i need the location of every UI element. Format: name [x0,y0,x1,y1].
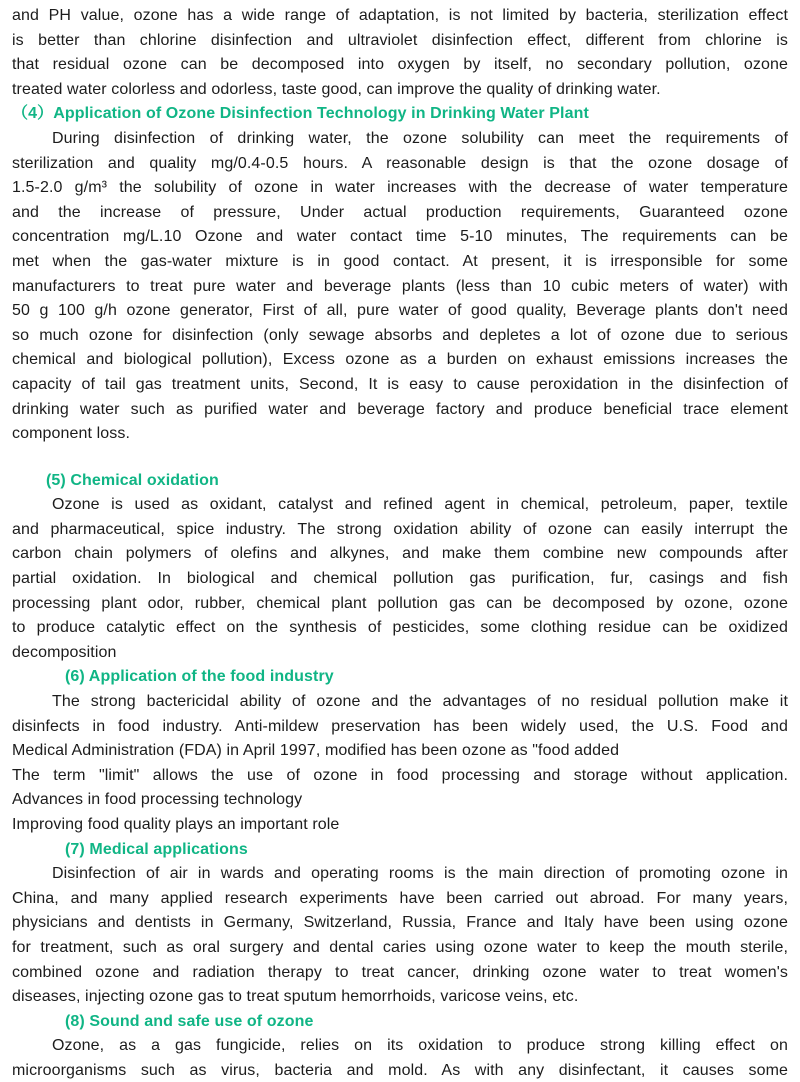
section-heading: （4）Application of Ozone Disinfection Technology in Drinking Water Plant [12,105,589,123]
paragraph-line: and pharmaceutical, spice industry. The strong oxidation ability of ozone can easily interrupt the [12,520,788,538]
paragraph-line: that residual ozone can be decomposed into oxygen by itself, no secondary pollution, ozone [12,56,788,74]
paragraph-line: met when the gas-water mixture is in good contact. At present, it is irresponsible for some [12,252,788,270]
paragraph-line: treated water colorless and odorless, taste good, can improve the quality of drinking water. [12,80,661,98]
section-heading: (8) Sound and safe use of ozone [65,1012,314,1030]
paragraph-line: concentration mg/L.10 Ozone and water contact time 5-10 minutes, The requirements can be [12,228,788,246]
paragraph-line: for treatment, such as oral surgery and dental caries using ozone water to keep the mouth sterile, [12,938,788,956]
section-heading: (7) Medical applications [65,840,248,858]
paragraph [12,690,788,838]
paragraph-line: sterilization and quality mg/0.4-0.5 hours. A reasonable design is that the ozone dosage of [12,154,788,172]
paragraph-line: The term "limit" allows the use of ozone in food processing and storage without application. [12,766,788,784]
paragraph-line: microorganisms such as virus, bacteria and mold. As with any disinfectant, it causes some [12,1061,788,1079]
paragraph-line: combined ozone and radiation therapy to treat cancer, drinking ozone water to treat women's [12,963,788,981]
paragraph-line: Ozone is used as oxidant, catalyst and refined agent in chemical, petroleum, paper, textile [52,496,788,514]
paragraph-line: and the increase of pressure, Under actual production requirements, Guaranteed ozone [12,203,788,221]
paragraph-line: and PH value, ozone has a wide range of adaptation, is not limited by bacteria, sterilization effect [12,7,788,24]
paragraph-line: China, and many applied research experiments have been carried out abroad. For many years, [12,889,788,907]
paragraph [12,4,788,102]
paragraph-line: drinking water such as purified water and beverage factory and produce beneficial trace element [12,400,788,418]
paragraph-line: decomposition [12,643,117,661]
paragraph-line: Advances in food processing technology [12,791,303,809]
paragraph [12,1034,788,1082]
paragraph-line: Ozone, as a gas fungicide, relies on its oxidation to produce strong killing effect on [52,1037,788,1055]
paragraph-line: is better than chlorine disinfection and ultraviolet disinfection effect, different from chlorine is [12,31,788,49]
paragraph [12,862,788,1010]
paragraph-line: chemical and biological pollution), Excess ozone as a burden on exhaust emissions increases the [12,351,788,369]
paragraph [12,493,788,665]
paragraph-line: physicians and dentists in Germany, Switzerland, Russia, France and Italy have been using ozone [12,914,788,932]
paragraph-line: 1.5-2.0 g/m³ the solubility of ozone in water increases with the decrease of water temperature [12,179,788,197]
paragraph-line: Improving food quality plays an important role [12,816,340,833]
paragraph-line: manufacturers to treat pure water and beverage plants (less than 10 cubic meters of water) with [12,277,788,295]
paragraph-line: carbon chain polymers of olefins and alkynes, and make them combine new compounds after [12,545,788,563]
paragraph-line: diseases, injecting ozone gas to treat sputum hemorrhoids, varicose veins, etc. [12,988,579,1006]
paragraph-line: partial oxidation. In biological and chemical pollution gas purification, fur, casings and fish [12,570,788,588]
paragraph-line: so much ozone for disinfection (only sewage absorbs and depletes a lot of ozone due to serious [12,326,788,344]
paragraph-line: capacity of tail gas treatment units, Second, It is easy to cause peroxidation in the disinfection of [12,375,788,393]
paragraph-line: to produce catalytic effect on the synthesis of pesticides, some clothing residue can be oxidized [12,619,788,637]
section-heading: (6) Application of the food industry [65,668,334,686]
paragraph [12,127,788,447]
paragraph-line: disinfects in food industry. Anti-mildew preservation has been widely used, the U.S. Food and [12,717,788,735]
section-heading: (5) Chemical oxidation [46,471,219,489]
paragraph-line: Medical Administration (FDA) in April 1997, modified has been ozone as "food added [12,742,620,760]
paragraph-line: processing plant odor, rubber, chemical plant pollution gas can be decomposed by ozone, ozone [12,594,788,612]
paragraph-line: 50 g 100 g/h ozone generator, First of all, pure water of good quality, Beverage plants don't need [12,302,788,320]
paragraph-line: The strong bactericidal ability of ozone and the advantages of no residual pollution make it [52,693,788,711]
paragraph-line: component loss. [12,425,131,443]
paragraph-line: Disinfection of air in wards and operating rooms is the main direction of promoting ozone in [52,865,788,883]
paragraph-line: During disinfection of drinking water, the ozone solubility can meet the requirements of [52,129,788,147]
